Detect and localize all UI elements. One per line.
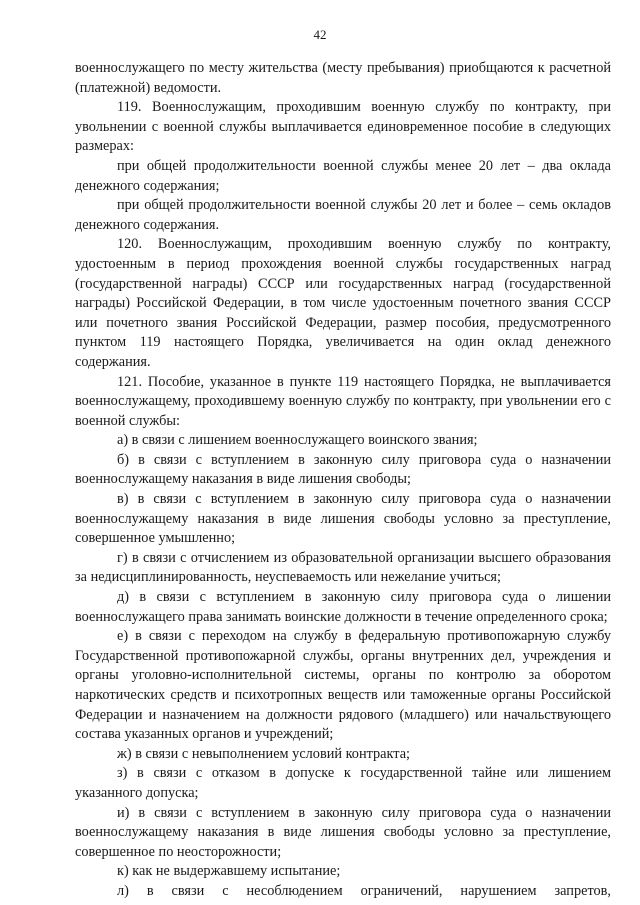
list-item-i: и) в связи с вступлением в законную силу приговора суда о назначении военнослужащему наказания в виде лишения свободы условно за преступление, совершенное по неосторожности; — [75, 804, 611, 860]
list-item-zh: ж) в связи с невыполнением условий контракта; — [117, 745, 411, 762]
document-body — [75, 59, 611, 902]
paragraph-119: 119. Военнослужащим, проходившим военную службу по контракту, при увольнении с военной службы выплачивается единовременное пособие в следующих размерах: — [75, 99, 611, 155]
list-item-b: б) в связи с вступлением в законную силу приговора суда о назначении военнослужащему наказания в виде лишения свободы; — [75, 451, 611, 488]
paragraph-121: 121. Пособие, указанное в пункте 119 настоящего Порядка, не выплачивается военнослужащему, проходившему военную службу по контракту, при увольнении его с военной службы: — [75, 373, 611, 429]
paragraph-continuation: военнослужащего по месту жительства (месту пребывания) приобщаются к расчетной (платежной) ведомости. — [75, 60, 611, 96]
list-item-a: а) в связи с лишением военнослужащего воинского звания; — [117, 432, 478, 449]
page-number: 42 — [313, 27, 327, 42]
list-item-d: д) в связи с вступлением в законную силу приговора суда о лишении военнослужащего права занимать воинские должности в течение определенного срока; — [75, 589, 611, 625]
paragraph-119-under-20: при общей продолжительности военной службы менее 20 лет – два оклада денежного содержания; — [75, 157, 611, 194]
list-item-v: в) в связи с вступлением в законную силу приговора суда о назначении военнослужащему наказания в виде лишения свободы условно за преступление, совершенное умышленно; — [75, 491, 611, 547]
list-item-e: е) в связи с переходом на службу в федеральную противопожарную службу Государственной противопожарной службы, органы внутренних дел, учреждения и органы уголовно-исполнительной системы, органы по контролю за оборотом наркотических средств и психотропных веществ или таможенные органы Российской Федерации и назначением на должности рядового (младшего) или начальствующего состава указанных органов и учреждений; — [75, 628, 611, 743]
list-item-g: г) в связи с отчислением из образовательной организации высшего образования за недисциплинированность, неуспеваемость или нежелание учиться; — [75, 549, 611, 586]
paragraph-120: 120. Военнослужащим, проходившим военную службу по контракту, удостоенным в период прохождения военной службы государственных наград (государственной награды) СССР или государственных наград (государственной награды) Российской Федерации, в том числе удостоенным почетного звания СССР или почетного звания Российской Федерации, размер пособия, предусмотренного пунктом 119 настоящего Порядка, увеличивается на один оклад денежного содержания. — [75, 236, 611, 370]
list-item-k: к) как не выдержавшему испытание; — [117, 863, 341, 880]
list-item-z: з) в связи с отказом в допуске к государственной тайне или лишением указанного допуска; — [75, 765, 611, 801]
paragraph-119-over-20: при общей продолжительности военной службы 20 лет и более – семь окладов денежного содержания. — [75, 197, 611, 233]
list-item-l: л) в связи с несоблюдением ограничений, нарушением запретов, — [117, 882, 611, 899]
